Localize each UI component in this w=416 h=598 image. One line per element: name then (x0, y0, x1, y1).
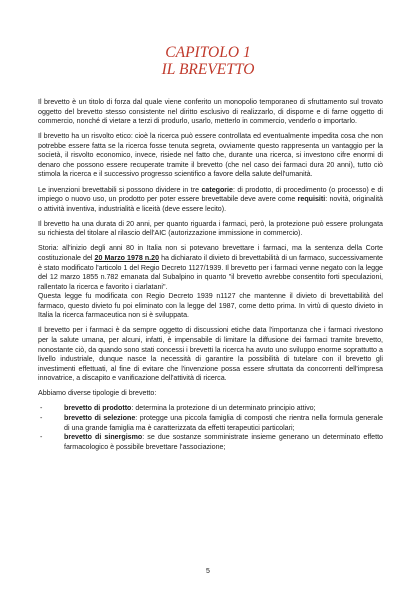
paragraph-duration: Il brevetto ha una durata di 20 anni, per quanto riguarda i farmaci, però, la protezione può essere prolungata su richiesta del titolare al rilascio dell'AIC (autorizzazione immissione in commercio). (38, 219, 383, 238)
court-ruling-date: 20 Marzo 1978 n.20 (94, 254, 160, 263)
categories-keyword: categorie (201, 185, 233, 194)
chapter-title: IL BREVETTO (161, 61, 255, 78)
patent-type-term: brevetto di sinergismo (64, 433, 143, 442)
paragraph-categories (38, 186, 383, 215)
list-item (38, 414, 383, 433)
requirements-keyword: requisiti (297, 195, 326, 204)
chapter-number: CAPITOLO 1 (165, 44, 251, 61)
paragraph-ethics: Il brevetto ha un risvolto etico: cioè la ricerca può essere controllata ed eventualmente impedita cosa che non potrebbe essere fatta se la ricerca fosse tenuta segreta, ovviamente questo rappresenta un vantaggio per la società, il risvolto economico, invece, risiede nel fatto che, durante una ricerca, si investono cifre enormi di denaro che possono essere recuperate tramite il brevetto (che nel caso dei farmaci dura 20 anni), tutto ciò stimola la ricerca e il successivo progresso scientifico a favore della salute dell'umanità. (38, 132, 383, 179)
patent-type-desc: : protegge una piccola famiglia di composti che rientra nella formula generale di una grande famiglia ma è caratterizzata da effetti terapeutici particolari; (64, 414, 383, 432)
patent-type-desc: : determina la protezione di un determinato principio attivo; (131, 404, 316, 413)
categories-text-1: Le invenzioni brevettabili si possono dividere in tre (38, 185, 202, 194)
patent-type-term: brevetto di prodotto (64, 404, 132, 413)
categories-text-2: : di prodotto, di procedimento (o processo) e di impiego o nuovo uso, un prodotto per poter essere brevettabile deve avere come (38, 185, 383, 204)
chapter-heading (0, 44, 416, 78)
history-text-1: Storia: all'inizio degli anni 80 in Italia non si potevano brevettare i farmaci, ma la sentenza della Corte costituzionale del (38, 244, 383, 263)
list-item (38, 404, 383, 414)
paragraph-ethical-debate: Il brevetto per i farmaci è da sempre oggetto di discussioni etiche data l'importanza che i farmaci rivestono per la salute umana, per alcuni, infatti, è impensabile di limitare la diffusione dei farmaci tramite brevetto, nonostante ciò, da quando sono stati concessi i brevetti la ricerca ha avuto uno sviluppo enorme soprattutto a livello industriale, dunque nasce la necessità di garantire la possibilità di tutelare con il brevetto gli investimenti effettuati, al fine di evitare che l'invenzione possa essere sfruttata da concorrenti dell'impresa innovatrice, a discapito e vanificazione dell'attività di ricerca. (38, 326, 383, 383)
history-text-2: ha dichiarato il divieto di brevettabilità di un farmaco, successivamente è stato modificato l'articolo 1 del Regio Decreto 1127/1939. Il brevetto per i farmaci venne negato con la legge del 12 marzo 1855 n.782 emanata dal Subalpino in quanto "il brevetto avrebbe consentito forti speculazioni, rallentato la ricerca e favorito i ciarlatani". (38, 254, 383, 291)
body-text (38, 98, 383, 452)
paragraph-types-intro: Abbiamo diverse tipologie di brevetto: (38, 389, 157, 398)
paragraph-decree: Questa legge fu modificata con Regio Decreto 1939 n1127 che mantenne il divieto di brevettabilità del farmaco, questo divieto fu poi eliminato con la legge del 1987, come detto prima. In virtù di questo divieto in Italia la ricerca farmaceutica non si è sviluppata. (38, 292, 383, 320)
page-number: 5 (206, 568, 210, 575)
list-item (38, 433, 383, 452)
patent-types-list (38, 404, 383, 452)
paragraph-definition: Il brevetto è un titolo di forza dal quale viene conferito un monopolio temporaneo di sfruttamento sul trovato oggetto del brevetto stesso consistente nel diritto esclusivo di realizzarlo, di disporne e di farne oggetto di commercio, nonché di vietare a terzi di produrlo, usarlo, metterlo in commercio, venderlo o importarlo. (38, 98, 383, 126)
paragraph-history (38, 244, 383, 292)
categories-text-3: : novità, originalità o attività inventiva, industrialità e liceità (deve essere lecito). (38, 195, 383, 213)
patent-type-term: brevetto di selezione (64, 414, 136, 423)
patent-type-desc: : se due sostanze somministrate insieme generano un determinato effetto farmacologico è possibile brevettare l'associazione; (64, 433, 383, 451)
